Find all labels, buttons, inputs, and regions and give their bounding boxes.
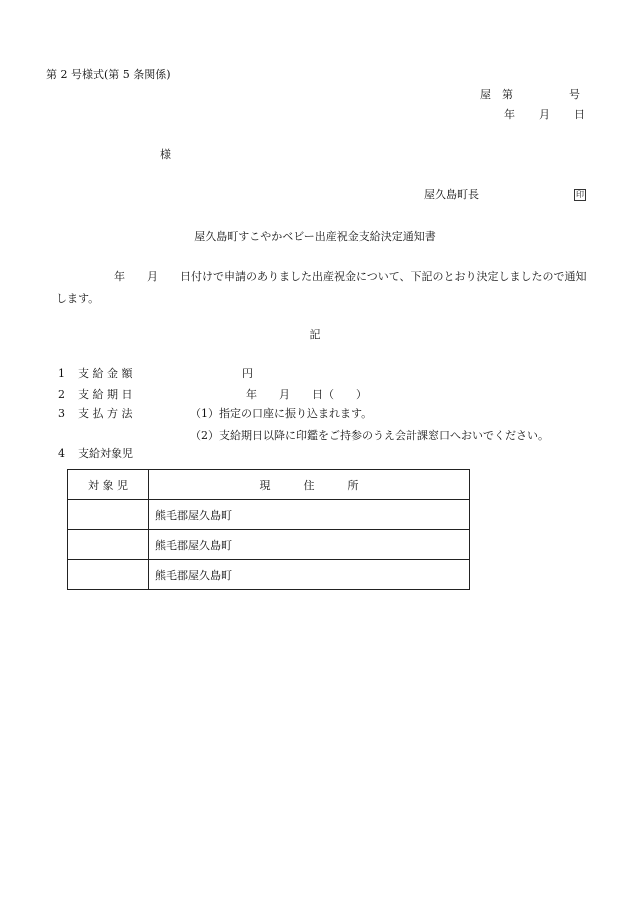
pay-method-2: （2）支給期日以降に印鑑をご持参のうえ会計課窓口へおいでください。 xyxy=(190,429,549,442)
address-cell: 熊毛郡屋久島町 xyxy=(149,530,470,560)
form-number: 第 2 号様式(第 5 条関係) xyxy=(46,68,171,81)
item-label: 支 給 期 日 xyxy=(78,388,133,401)
body-year: 年 xyxy=(114,270,125,283)
item-number: 4 xyxy=(58,447,65,460)
table-row xyxy=(68,500,470,530)
item-pay-method xyxy=(58,407,188,421)
item-pay-date xyxy=(58,388,188,402)
doc-number-prefix: 屋 第 xyxy=(480,88,513,101)
table-header-row xyxy=(68,470,470,500)
pay-method-1: （1）指定の口座に振り込まれます。 xyxy=(190,407,373,420)
doc-number-suffix: 号 xyxy=(569,88,580,101)
addressee-honorific: 様 xyxy=(160,148,171,161)
body-text: 日付けで申請のありました出産祝金について、下記のとおり決定しましたので通知します。 xyxy=(56,270,587,305)
item-label: 支給対象児 xyxy=(78,447,133,460)
table-row xyxy=(68,530,470,560)
item-label: 支 払 方 法 xyxy=(78,407,133,420)
item-number: 3 xyxy=(58,407,65,420)
item-label: 支 給 金 額 xyxy=(78,367,133,380)
child-cell xyxy=(68,530,149,560)
body-month: 月 xyxy=(147,270,158,283)
item-amount xyxy=(58,367,188,381)
address-cell: 熊毛郡屋久島町 xyxy=(149,500,470,530)
amount-unit: 円 xyxy=(242,367,253,380)
child-cell xyxy=(68,560,149,590)
document-number xyxy=(480,88,580,102)
child-cell xyxy=(68,500,149,530)
document-title: 屋久島町すこやかベビー出産祝金支給決定通知書 xyxy=(194,230,436,243)
table-row xyxy=(68,560,470,590)
ki-heading: 記 xyxy=(309,328,321,341)
children-table xyxy=(67,469,470,590)
sender-title: 屋久島町長 xyxy=(424,188,479,201)
date-year: 年 xyxy=(504,108,515,121)
seal-mark: 印 xyxy=(576,190,584,199)
header-child: 対 象 児 xyxy=(68,470,149,500)
pay-date-value: 年 月 日（ ） xyxy=(246,388,367,401)
item-number: 2 xyxy=(58,388,65,401)
address-cell: 熊毛郡屋久島町 xyxy=(149,560,470,590)
document-date xyxy=(504,108,585,122)
date-month: 月 xyxy=(539,108,550,121)
date-day: 日 xyxy=(574,108,585,121)
body-paragraph xyxy=(56,266,596,310)
item-number: 1 xyxy=(58,367,65,380)
item-target-children xyxy=(58,447,188,461)
header-address: 現 住 所 xyxy=(149,470,470,500)
